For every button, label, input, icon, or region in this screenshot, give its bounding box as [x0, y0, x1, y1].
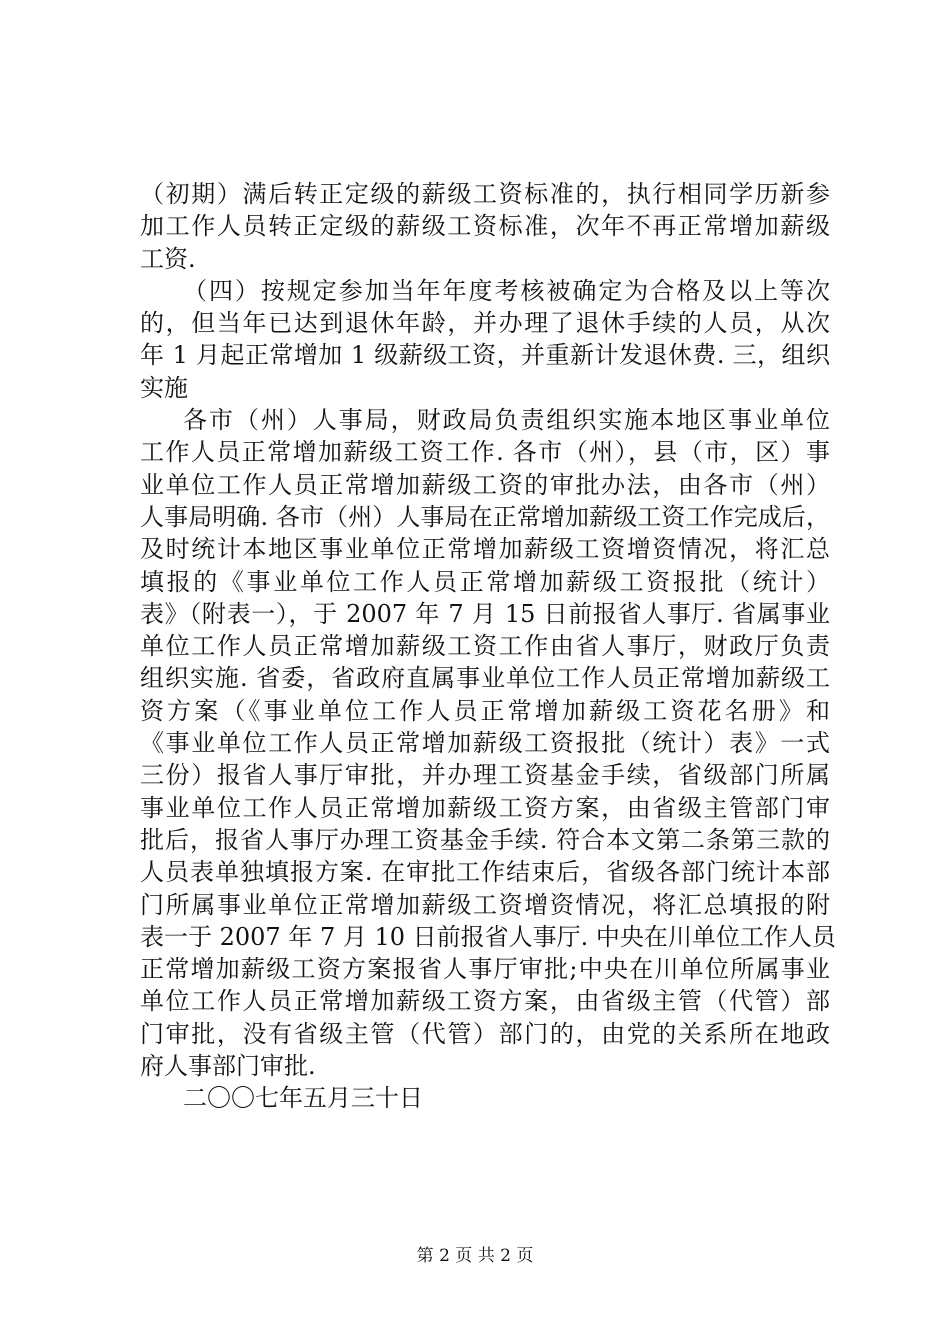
text-line: 门审批，没有省级主管（代管）部门的，由党的关系所在地政 — [140, 1019, 830, 1048]
text-line: （四）按规定参加当年年度考核被确定为合格及以上等次 — [183, 276, 830, 305]
text-line: 批后，报省人事厅办理工资基金手续. 符合本文第二条第三款的 — [140, 825, 830, 854]
text-line: 业单位工作人员正常增加薪级工资的审批办法，由各市（州） — [140, 470, 830, 499]
text-line: 实施 — [140, 373, 188, 402]
text-line: 人员表单独填报方案. 在审批工作结束后，省级各部门统计本部 — [140, 858, 830, 887]
text-line: 三份）报省人事厅审批，并办理工资基金手续，省级部门所属 — [140, 761, 830, 790]
text-line: 表》（附表一），于 2007 年 7 月 15 日前报省人事厅. 省属事业 — [140, 599, 830, 628]
text-line: 人事局明确. 各市（州）人事局在正常增加薪级工资工作完成后， — [140, 502, 830, 531]
text-line: 各市（州）人事局，财政局负责组织实施本地区事业单位 — [183, 406, 830, 435]
page-number-footer: 第 2 页 共 2 页 — [416, 1246, 534, 1266]
document-date: 二〇〇七年五月三十日 — [183, 1084, 423, 1113]
text-line: 门所属事业单位正常增加薪级工资增资情况，将汇总填报的附 — [140, 890, 830, 919]
text-line: 组织实施. 省委，省政府直属事业单位工作人员正常增加薪级工 — [140, 664, 830, 693]
text-line: 资方案（《事业单位工作人员正常增加薪级工资花名册》和 — [140, 696, 830, 725]
text-line: 单位工作人员正常增加薪级工资工作由省人事厅，财政厅负责 — [140, 632, 830, 661]
text-line: 正常增加薪级工资方案报省人事厅审批;中央在川单位所属事业 — [140, 955, 830, 984]
text-line: 填报的《事业单位工作人员正常增加薪级工资报批（统计） — [140, 567, 830, 596]
text-line: 年 1 月起正常增加 1 级薪级工资，并重新计发退休费. 三，组织 — [140, 341, 830, 370]
text-line: 单位工作人员正常增加薪级工资方案，由省级主管（代管）部 — [140, 987, 830, 1016]
text-line: 工资. — [140, 244, 196, 273]
text-line: 的，但当年已达到退休年龄，并办理了退休手续的人员，从次 — [140, 309, 830, 338]
text-line: 加工作人员转正定级的薪级工资标准，次年不再正常增加薪级 — [140, 212, 830, 241]
text-line: 及时统计本地区事业单位正常增加薪级工资增资情况，将汇总 — [140, 535, 830, 564]
text-line: 《事业单位工作人员正常增加薪级工资报批（统计）表》一式 — [140, 729, 830, 758]
text-line: （初期）满后转正定级的薪级工资标准的，执行相同学历新参 — [140, 180, 830, 208]
text-line: 表一于 2007 年 7 月 10 日前报省人事厅. 中央在川单位工作人员 — [140, 922, 836, 951]
text-line: 工作人员正常增加薪级工资工作. 各市（州），县（市，区）事 — [140, 438, 830, 467]
document-body — [140, 178, 836, 1115]
text-line: 事业单位工作人员正常增加薪级工资方案，由省级主管部门审 — [140, 793, 830, 822]
text-line: 府人事部门审批. — [140, 1052, 316, 1081]
